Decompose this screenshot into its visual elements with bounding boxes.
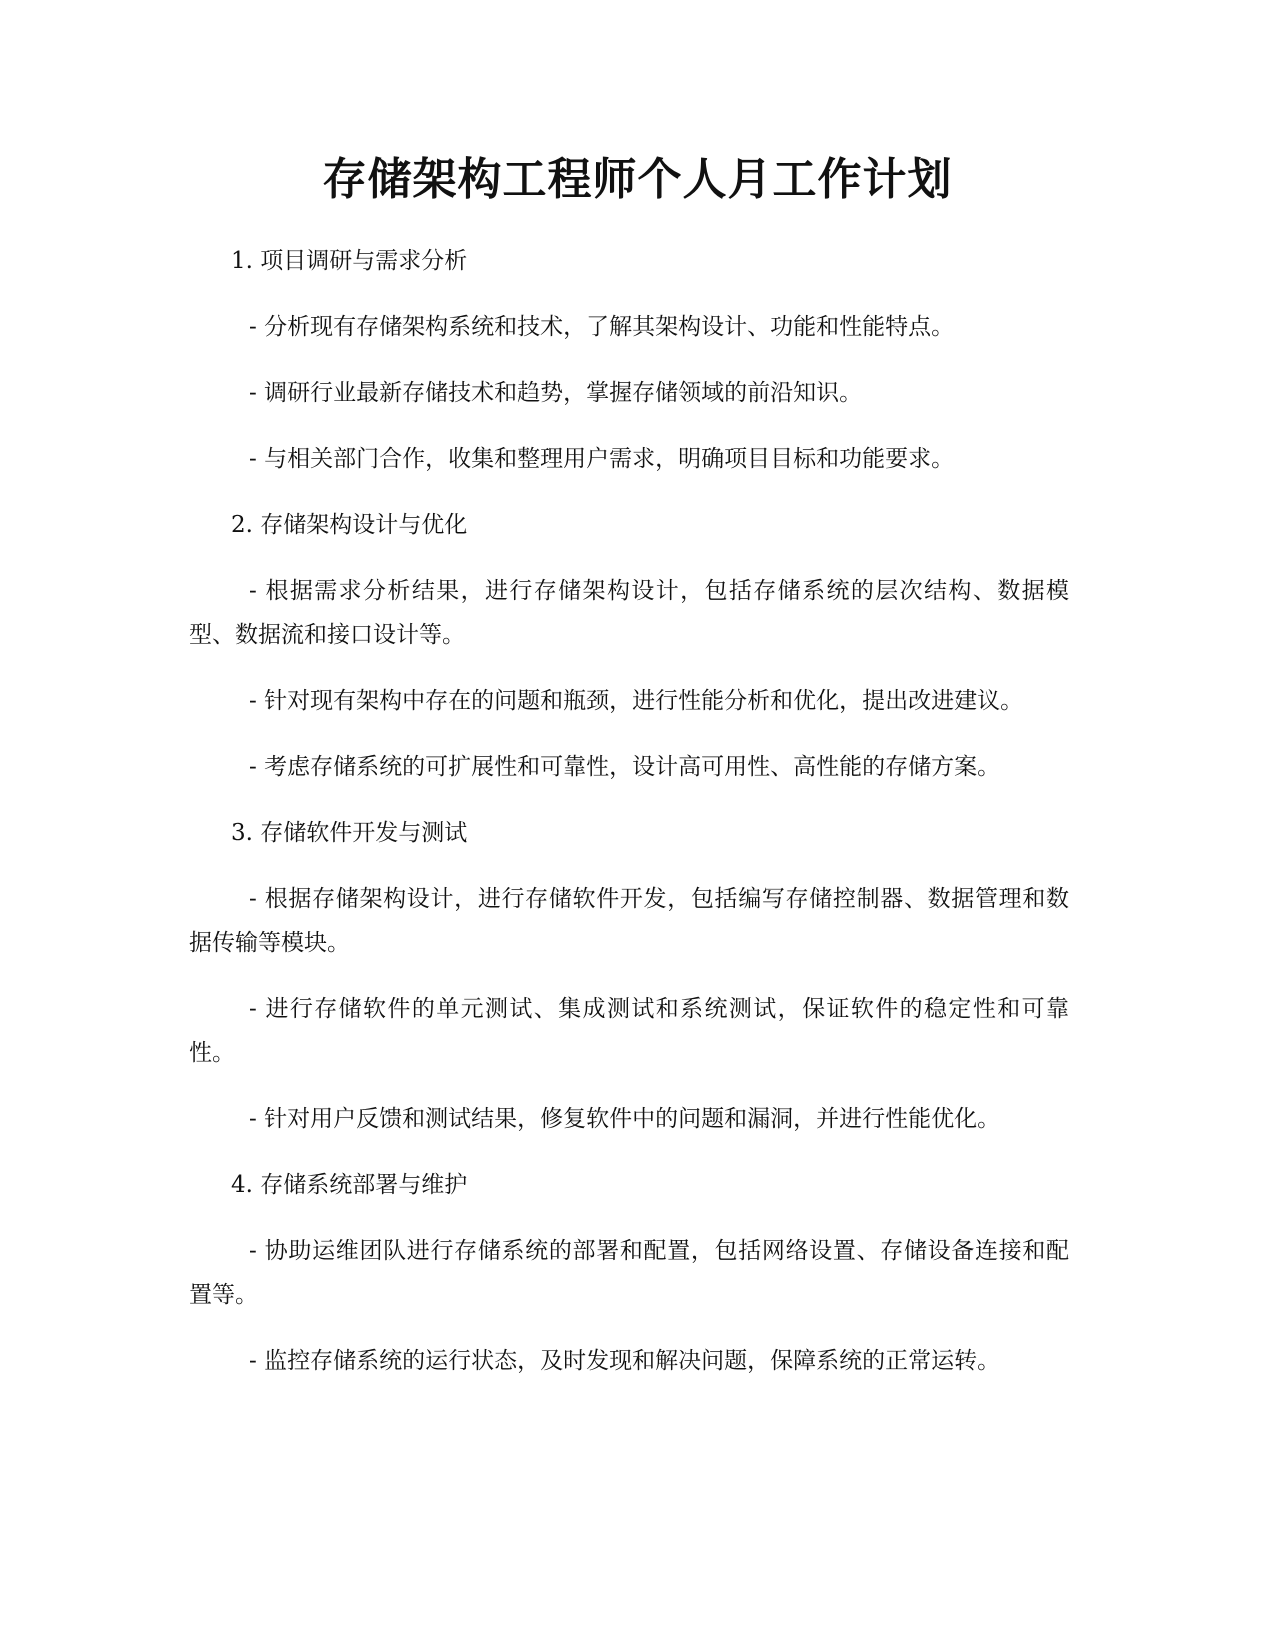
list-item: - 进行存储软件的单元测试、集成测试和系统测试，保证软件的稳定性和可靠性。 — [189, 996, 1069, 1066]
section-2 — [189, 503, 1069, 789]
list-item: - 根据需求分析结果，进行存储架构设计，包括存储系统的层次结构、数据模型、数据流和接口设计等。 — [189, 578, 1069, 648]
document-body — [189, 239, 1069, 1405]
section-heading: 1. 项目调研与需求分析 — [231, 248, 468, 274]
list-item: - 针对现有架构中存在的问题和瓶颈，进行性能分析和优化，提出改进建议。 — [249, 688, 1024, 714]
section-heading: 3. 存储软件开发与测试 — [231, 820, 468, 846]
section-4 — [189, 1163, 1069, 1383]
list-item: - 针对用户反馈和测试结果，修复软件中的问题和漏洞，并进行性能优化。 — [249, 1106, 1001, 1132]
list-item: - 监控存储系统的运行状态，及时发现和解决问题，保障系统的正常运转。 — [249, 1348, 1001, 1374]
list-item: - 调研行业最新存储技术和趋势，掌握存储领域的前沿知识。 — [249, 380, 863, 406]
list-item: - 考虑存储系统的可扩展性和可靠性，设计高可用性、高性能的存储方案。 — [249, 754, 1001, 780]
document-title: 存储架构工程师个人月工作计划 — [322, 154, 953, 205]
section-3 — [189, 811, 1069, 1141]
section-heading: 2. 存储架构设计与优化 — [231, 512, 468, 538]
list-item: - 分析现有存储架构系统和技术，了解其架构设计、功能和性能特点。 — [249, 314, 955, 340]
list-item: - 根据存储架构设计，进行存储软件开发，包括编写存储控制器、数据管理和数据传输等模块。 — [189, 886, 1069, 956]
section-1 — [189, 239, 1069, 481]
list-item: - 协助运维团队进行存储系统的部署和配置，包括网络设置、存储设备连接和配置等。 — [189, 1238, 1069, 1308]
list-item: - 与相关部门合作，收集和整理用户需求，明确项目目标和功能要求。 — [249, 446, 955, 472]
section-heading: 4. 存储系统部署与维护 — [231, 1172, 468, 1198]
